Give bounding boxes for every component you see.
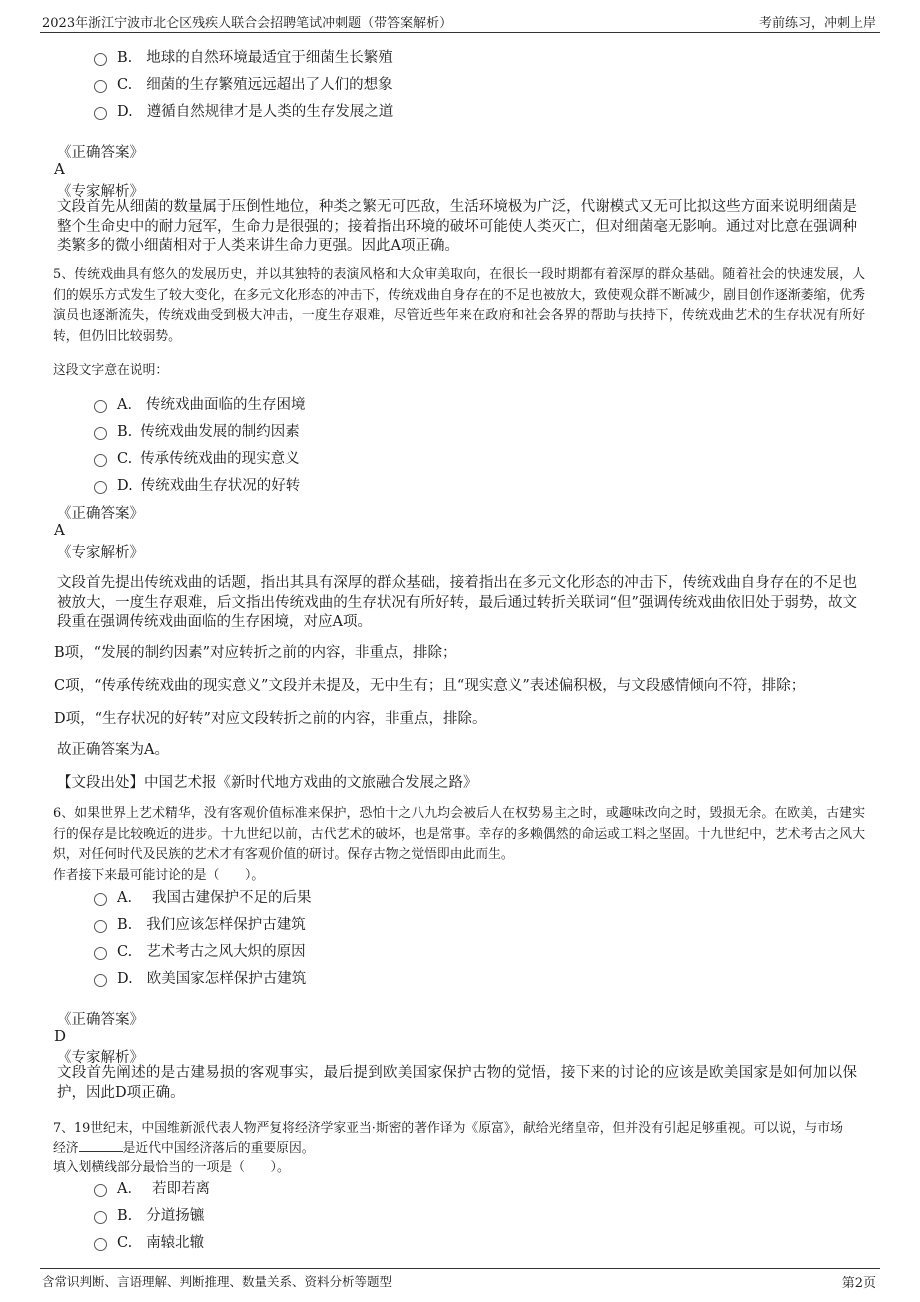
q5-analysis-label: 《专家解析》 bbox=[57, 545, 144, 561]
fill-blank bbox=[79, 1139, 123, 1152]
q5-conclusion: 故正确答案为A。 bbox=[57, 742, 169, 758]
page-number: 第2页 bbox=[841, 1276, 876, 1291]
radio-icon[interactable] bbox=[94, 1238, 107, 1251]
q7-option-a[interactable]: A． 若即若离 bbox=[94, 1177, 210, 1199]
q6-option-c[interactable]: C. 艺术考古之风大炽的原因 bbox=[94, 940, 306, 962]
q4-analysis-label: 《专家解析》 bbox=[57, 184, 144, 200]
radio-icon[interactable] bbox=[94, 454, 107, 467]
radio-icon[interactable] bbox=[94, 53, 107, 66]
q4-option-c[interactable]: C. 细菌的生存繁殖远远超出了人们的想象 bbox=[94, 73, 393, 95]
q4-option-b[interactable]: B. 地球的自然环境最适宜于细菌生长繁殖 bbox=[94, 46, 393, 68]
q5-option-b[interactable]: B. 传统戏曲发展的制约因素 bbox=[94, 420, 300, 442]
q5-note-c: C项，“传承传统戏曲的现实意义”文段并未提及，无中生有；且“现实意义”表述偏积极，与文段感情倾向不符，排除； bbox=[54, 678, 806, 694]
q5-answer: A bbox=[54, 521, 65, 539]
q7-stem-line2: 经济 是近代中国经济落后的重要原因。 bbox=[53, 1141, 315, 1156]
q6-analysis-label: 《专家解析》 bbox=[57, 1050, 144, 1066]
q6-question: 作者接下来最可能讨论的是（ ）。 bbox=[53, 868, 265, 883]
q5-note-d: D项，“生存状况的好转”对应文段转折之前的内容，非重点，排除。 bbox=[54, 711, 487, 727]
q6-stem: 6、如果世界上艺术精华，没有客观价值标准来保护，恐怕十之八九均会被后人在权势易主之时，或趣味改向之时，毁损无余。在欧美，古建实行的保存是比较晚近的进步。十九世纪以前，古代艺术的破坏，也是常事。幸存的多赖偶然的命运或工料之坚固。十九世纪中，艺术考古之风大炽，对任何时代及民族的艺术才有客观价值的研讨。保存古物之觉悟即由此而生。 bbox=[53, 806, 865, 862]
q5-note-b: B项，“发展的制约因素”对应转折之前的内容，非重点，排除； bbox=[54, 645, 457, 661]
q5-analysis: 文段首先提出传统戏曲的话题，指出其具有深厚的群众基础，接着指出在多元文化形态的冲击下，传统戏曲自身存在的不足也被放大，一度生存艰难，后文指出传统戏曲的生存状况有所好转，最后通过转折关联词“但”强调传统戏曲依旧处于弱势，故文段重在强调传统戏曲面临的生存困境，对应A项。 bbox=[57, 575, 857, 630]
q5-source: 【文段出处】中国艺术报《新时代地方戏曲的文旅融合发展之路》 bbox=[57, 775, 478, 791]
q7-stem-line1: 7、19世纪末，中国维新派代表人物严复将经济学家亚当·斯密的著作译为《原富》，献给光绪皇帝，但并没有引起足够重视。可以说，与市场 bbox=[53, 1121, 843, 1136]
footer-note: 含常识判断、言语理解、判断推理、数量关系、资料分析等题型 bbox=[42, 1274, 393, 1289]
radio-icon[interactable] bbox=[94, 1211, 107, 1224]
q5-question: 这段文字意在说明： bbox=[53, 363, 169, 378]
document-title: 2023年浙江宁波市北仑区残疾人联合会招聘笔试冲刺题（带答案解析） bbox=[42, 16, 453, 31]
q5-option-a[interactable]: A． 传统戏曲面临的生存困境 bbox=[94, 393, 305, 415]
header-slogan: 考前练习，冲刺上岸 bbox=[758, 16, 876, 31]
q4-analysis: 文段首先从细菌的数量属于压倒性地位，种类之繁无可匹敌，生活环境极为广泛，代谢模式又无可比拟这些方面来说明细菌是整个生命史中的耐力冠军，生命力是很强的；接着指出环境的破坏可能使人类灭亡，但对细菌毫无影响。通过对比意在强调种类繁多的微小细菌相对于人类来讲生命力更强。因此A项正确。 bbox=[57, 199, 857, 254]
page-header bbox=[0, 0, 920, 34]
q4-answer-label: 《正确答案》 bbox=[57, 145, 144, 161]
radio-icon[interactable] bbox=[94, 1184, 107, 1197]
radio-icon[interactable] bbox=[94, 80, 107, 93]
radio-icon[interactable] bbox=[94, 427, 107, 440]
q5-option-d[interactable]: D. 传统戏曲生存状况的好转 bbox=[94, 474, 300, 496]
radio-icon[interactable] bbox=[94, 920, 107, 933]
q7-option-c[interactable]: C. 南辕北辙 bbox=[94, 1231, 204, 1253]
q4-option-d[interactable]: D. 遵循自然规律才是人类的生存发展之道 bbox=[94, 100, 393, 122]
q5-answer-label: 《正确答案》 bbox=[57, 506, 144, 522]
footer-divider bbox=[40, 1268, 880, 1269]
q6-option-a[interactable]: A． 我国古建保护不足的后果 bbox=[94, 886, 311, 908]
q5-option-c[interactable]: C. 传承传统戏曲的现实意义 bbox=[94, 447, 300, 469]
q6-option-b[interactable]: B. 我们应该怎样保护古建筑 bbox=[94, 913, 306, 935]
header-divider bbox=[40, 32, 880, 33]
q6-option-d[interactable]: D. 欧美国家怎样保护古建筑 bbox=[94, 967, 306, 989]
radio-icon[interactable] bbox=[94, 947, 107, 960]
radio-icon[interactable] bbox=[94, 400, 107, 413]
radio-icon[interactable] bbox=[94, 974, 107, 987]
q6-analysis: 文段首先阐述的是古建易损的客观事实，最后提到欧美国家保护古物的觉悟，接下来的讨论的应该是欧美国家是如何加以保护，因此D项正确。 bbox=[57, 1065, 857, 1101]
q7-question: 填入划横线部分最恰当的一项是（ ）。 bbox=[53, 1160, 290, 1175]
q6-answer-label: 《正确答案》 bbox=[57, 1012, 144, 1028]
radio-icon[interactable] bbox=[94, 107, 107, 120]
q5-stem: 5、传统戏曲具有悠久的发展历史，并以其独特的表演风格和大众审美取向，在很长一段时期都有着深厚的群众基础。随着社会的快速发展，人们的娱乐方式发生了较大变化，在多元文化形态的冲击下，传统戏曲自身存在的不足也被放大，致使观众群不断减少，剧目创作逐渐萎缩，优秀演员也逐渐流失，传统戏曲受到极大冲击，一度生存艰难，尽管近些年来在政府和社会各界的帮助与扶持下，传统戏曲艺术的生存状况有所好转，但仍旧比较弱势。 bbox=[53, 267, 865, 344]
q7-option-b[interactable]: B. 分道扬镳 bbox=[94, 1204, 204, 1226]
radio-icon[interactable] bbox=[94, 893, 107, 906]
q4-answer: A bbox=[54, 160, 65, 178]
q6-answer: D bbox=[54, 1027, 67, 1045]
radio-icon[interactable] bbox=[94, 481, 107, 494]
